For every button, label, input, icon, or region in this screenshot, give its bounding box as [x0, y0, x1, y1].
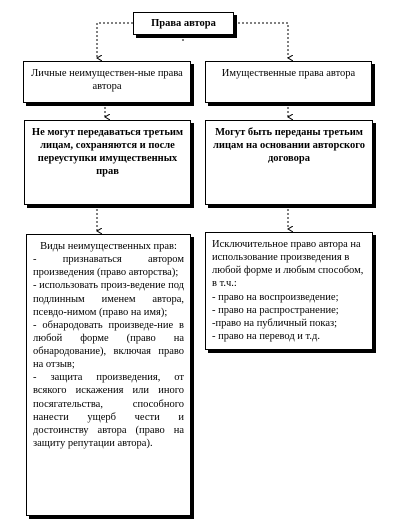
property-rights-node: [205, 61, 372, 103]
personal-note-text: Не могут передаваться третьим лицам, сохраняются и после переуступки имущественных прав: [31, 127, 184, 178]
list-item: -право на публичный показ;: [212, 317, 338, 329]
personal-rights-note: [24, 120, 191, 205]
list-item: - право на распространение;: [212, 304, 339, 316]
list-item: - использовать произ-ведение под подлинным именем автора, псевдо-нимом (право на имя);: [33, 280, 184, 318]
list-item: - защита произведения, от всякого искажения или иного посягательства, способного нанести ущерб чести и достоинству автора (право на защиту репутации автора).: [33, 372, 184, 449]
personal-rights-list: [26, 234, 191, 516]
property-rights-note: [205, 120, 373, 205]
root-node: [133, 12, 234, 35]
personal-rights-node: [23, 61, 191, 103]
personal-list-heading: Виды неимущественных прав:: [40, 241, 177, 252]
list-item: - признаваться автором произведения (право авторства);: [33, 254, 184, 279]
personal-rights-title: Личные неимуществен-ные права автора: [31, 68, 183, 93]
property-list-heading: Исключительное право автора на использование произведения в любой форме и любым способом, в т.ч.:: [212, 239, 364, 290]
property-rights-list: [205, 232, 373, 350]
root-label: Права автора: [151, 18, 216, 29]
list-item: - право на воспроизведение;: [212, 291, 339, 303]
property-rights-title: Имущественные права автора: [221, 68, 356, 79]
property-note-text: Могут быть переданы третьим лицам на основании авторского договора: [213, 127, 365, 165]
list-item: - право на перевод и т.д.: [212, 330, 320, 342]
list-item: - обнародовать произведе-ние в любой форме (право на обнародование), включая право на отзыв;: [33, 319, 184, 371]
